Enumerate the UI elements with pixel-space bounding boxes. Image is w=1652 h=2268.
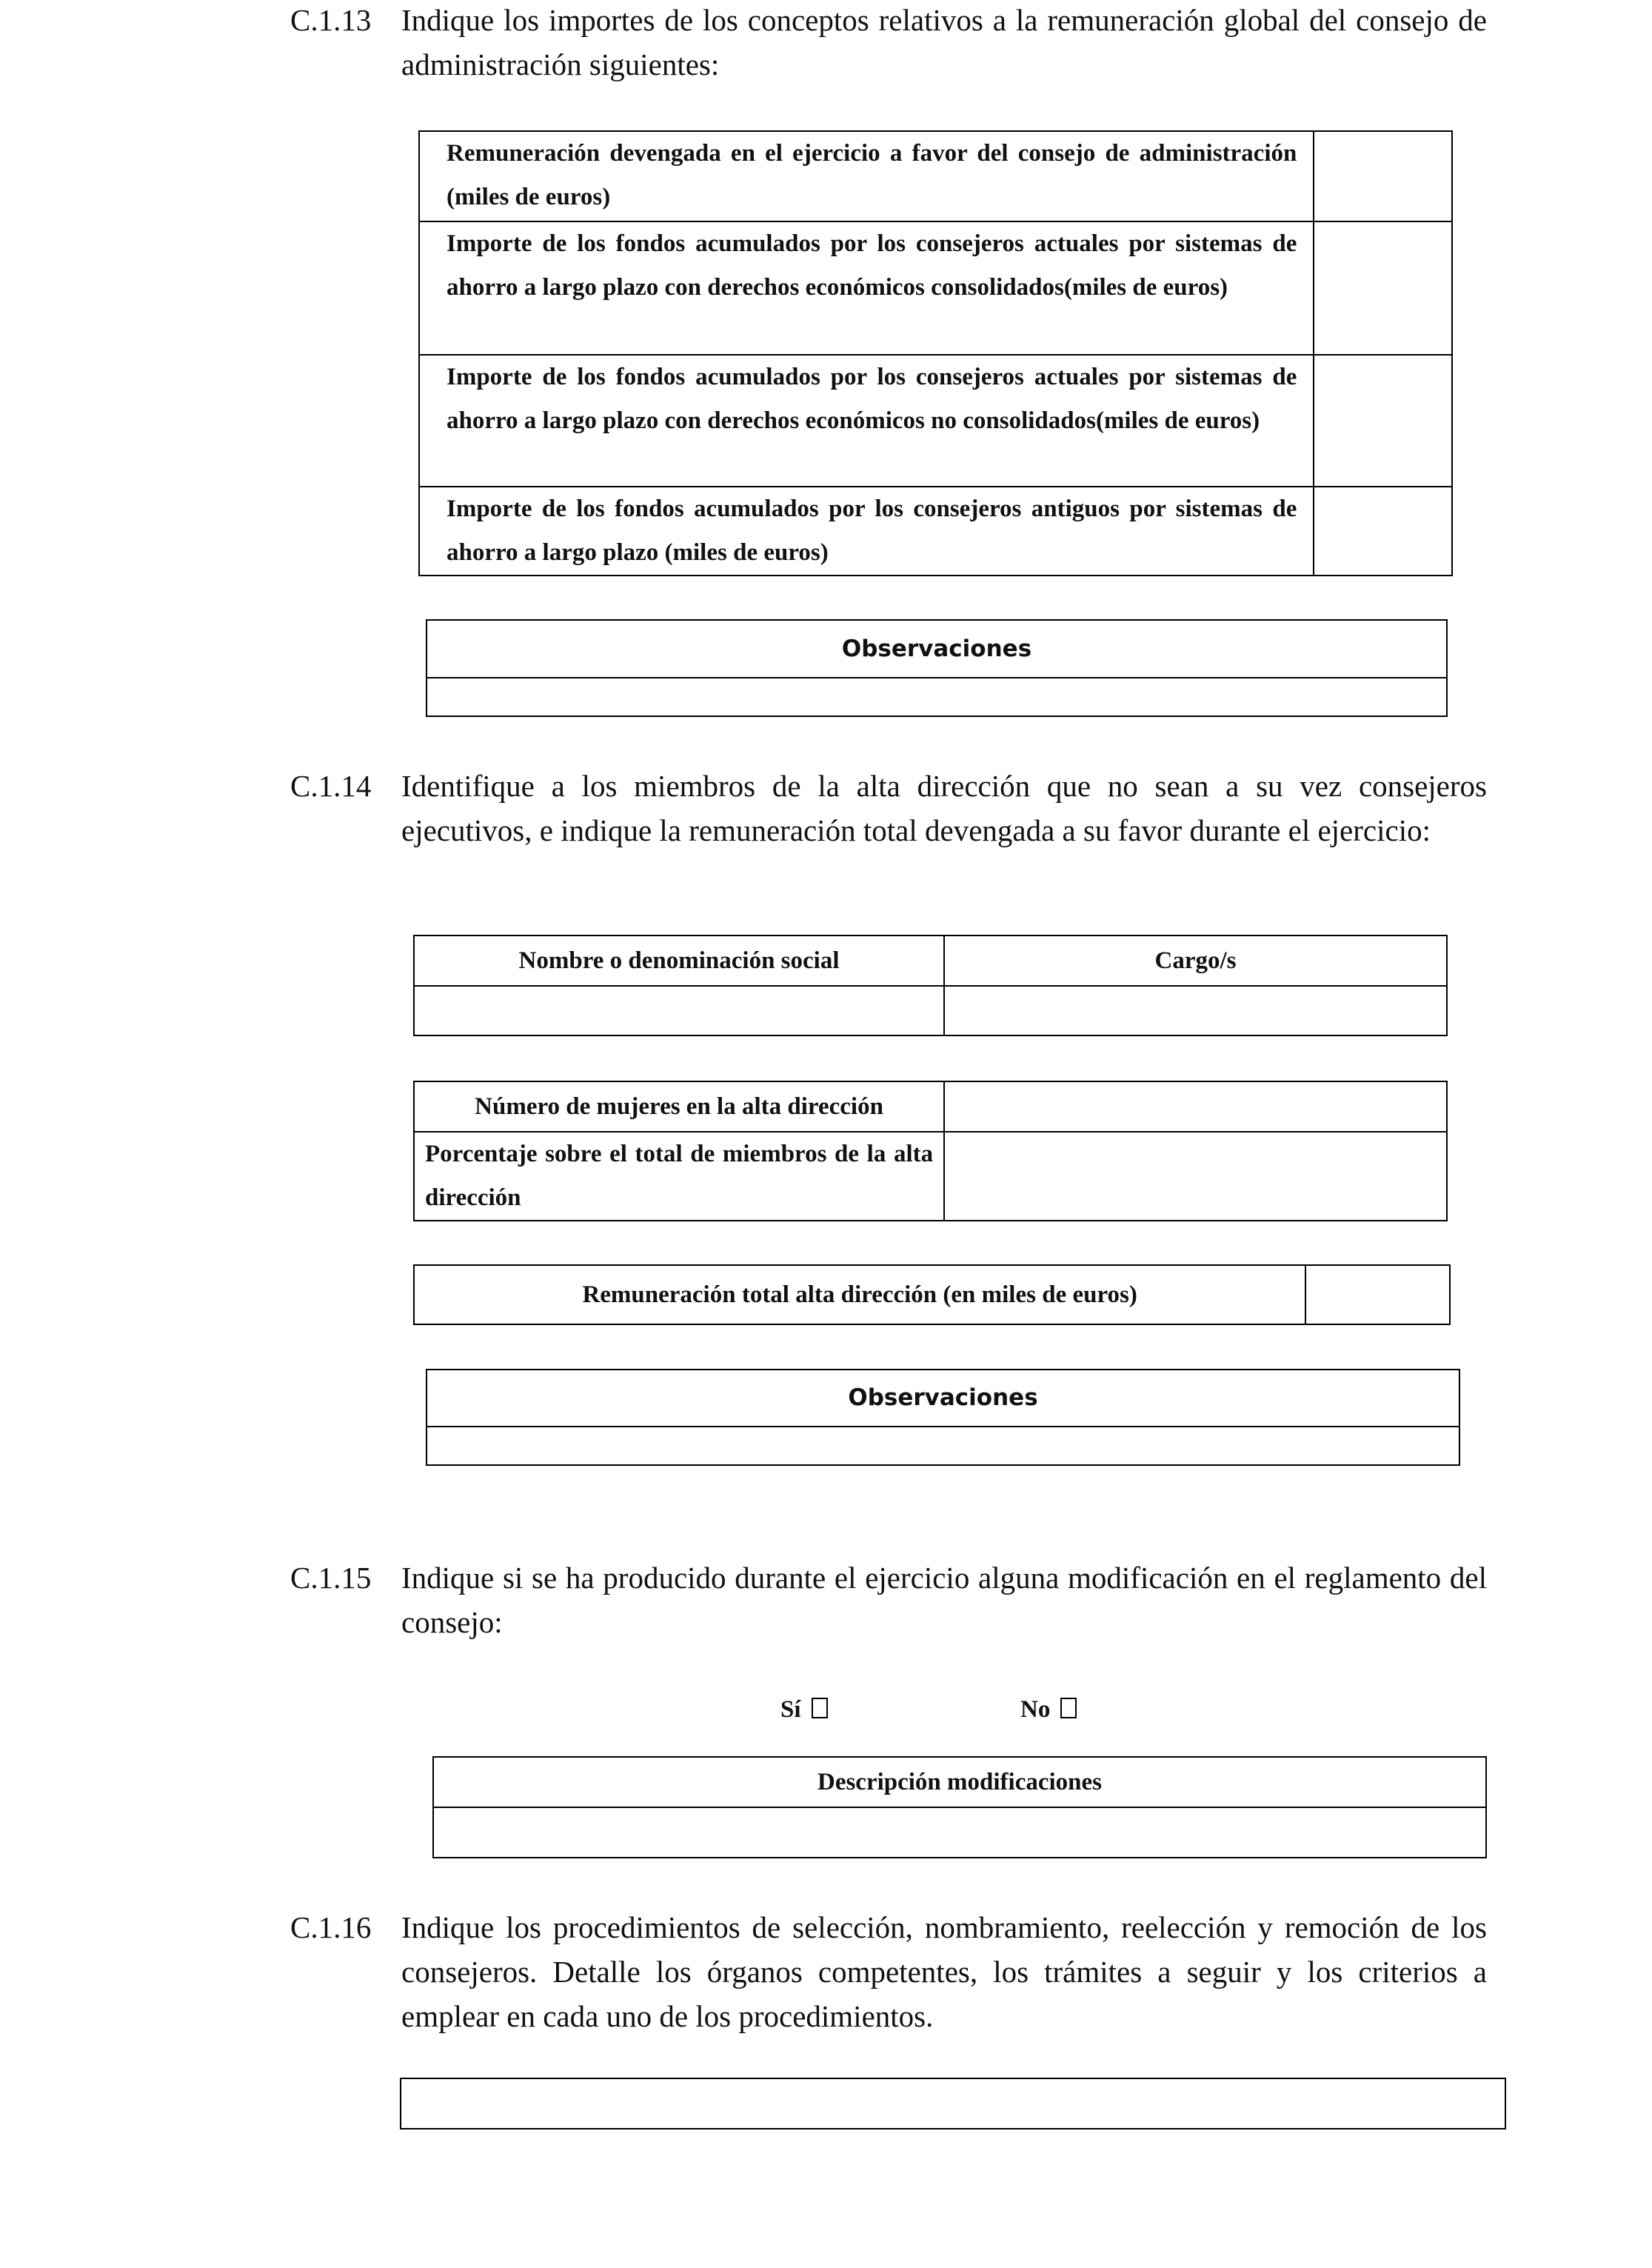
no-option[interactable] xyxy=(1020,1696,1077,1724)
nombre-field[interactable] xyxy=(414,986,944,1035)
remuneracion-field[interactable] xyxy=(1305,1265,1450,1324)
observaciones-header: Observaciones xyxy=(427,620,1447,678)
value-cell[interactable] xyxy=(1314,131,1452,221)
question-c1-13 xyxy=(290,0,1487,87)
porcentaje-field[interactable] xyxy=(944,1132,1447,1221)
question-c1-14 xyxy=(290,764,1487,853)
column-header-cargo: Cargo/s xyxy=(944,935,1447,986)
question-number: C.1.15 xyxy=(290,1561,372,1595)
table-row xyxy=(414,1081,1447,1132)
question-text: Indique si se ha producido durante el ejercicio alguna modificación en el reglamento del consejo: xyxy=(401,1561,1487,1639)
value-cell[interactable] xyxy=(1314,221,1452,355)
mujeres-label: Número de mujeres en la alta dirección xyxy=(414,1081,944,1132)
porcentaje-label: Porcentaje sobre el total de miembros de la alta dirección xyxy=(414,1132,944,1221)
value-cell[interactable] xyxy=(1314,355,1452,487)
observaciones-header: Observaciones xyxy=(427,1370,1459,1427)
table-row xyxy=(414,1265,1450,1324)
descripcion-header: Descripción modificaciones xyxy=(433,1757,1486,1807)
row-label: Importe de los fondos acumulados por los consejeros actuales por sistemas de ahorro a largo plazo con derechos económicos consolidados(miles de euros) xyxy=(419,221,1314,355)
no-label: No xyxy=(1020,1696,1051,1723)
table-row xyxy=(414,1132,1447,1221)
observaciones-field[interactable] xyxy=(427,678,1447,716)
si-option[interactable] xyxy=(780,1696,828,1724)
question-number: C.1.13 xyxy=(290,3,372,37)
column-header-nombre: Nombre o denominación social xyxy=(414,935,944,986)
si-label: Sí xyxy=(780,1696,801,1723)
no-checkbox[interactable] xyxy=(1060,1698,1077,1718)
mujeres-field[interactable] xyxy=(944,1081,1447,1132)
table-row xyxy=(419,131,1452,221)
table-row xyxy=(419,487,1452,576)
row-label: Importe de los fondos acumulados por los consejeros actuales por sistemas de ahorro a largo plazo con derechos económicos no consolidados(miles de euros) xyxy=(419,355,1314,487)
descripcion-field[interactable] xyxy=(433,1807,1486,1858)
observaciones-table-2 xyxy=(426,1369,1460,1466)
question-text: Indique los importes de los conceptos relativos a la remuneración global del consejo de administración siguientes: xyxy=(401,3,1487,81)
mujeres-alta-direccion-table xyxy=(413,1081,1448,1221)
question-number: C.1.16 xyxy=(290,1910,372,1944)
cargo-field[interactable] xyxy=(944,986,1447,1035)
question-c1-16 xyxy=(290,1905,1487,2038)
remuneracion-alta-direccion-table xyxy=(413,1264,1451,1325)
observaciones-table-1 xyxy=(426,619,1448,717)
si-checkbox[interactable] xyxy=(812,1698,828,1718)
alta-direccion-members-table xyxy=(413,935,1448,1036)
row-label: Remuneración devengada en el ejercicio a favor del consejo de administración (miles de euros) xyxy=(419,131,1314,221)
procedimientos-answer-box[interactable] xyxy=(400,2078,1506,2129)
value-cell[interactable] xyxy=(1314,487,1452,576)
table-row xyxy=(419,355,1452,487)
table-row xyxy=(414,986,1447,1035)
question-text: Identifique a los miembros de la alta dirección que no sean a su vez consejeros ejecutivos, e indique la remuneración total devengada a su favor durante el ejercicio: xyxy=(401,769,1487,847)
question-c1-15 xyxy=(290,1555,1487,1644)
question-number: C.1.14 xyxy=(290,769,372,803)
question-text: Indique los procedimientos de selección, nombramiento, reelección y remoción de los consejeros. Detalle los órganos competentes, los trámites a seguir y los criterios a emplear en cada uno de los procedimientos. xyxy=(401,1910,1487,2033)
observaciones-field[interactable] xyxy=(427,1427,1459,1465)
remuneracion-global-table xyxy=(418,130,1453,576)
row-label: Importe de los fondos acumulados por los consejeros antiguos por sistemas de ahorro a largo plazo (miles de euros) xyxy=(419,487,1314,576)
descripcion-modificaciones-table xyxy=(432,1756,1487,1858)
table-header-row xyxy=(414,935,1447,986)
remuneracion-label: Remuneración total alta dirección (en miles de euros) xyxy=(414,1265,1305,1324)
table-row xyxy=(419,221,1452,355)
